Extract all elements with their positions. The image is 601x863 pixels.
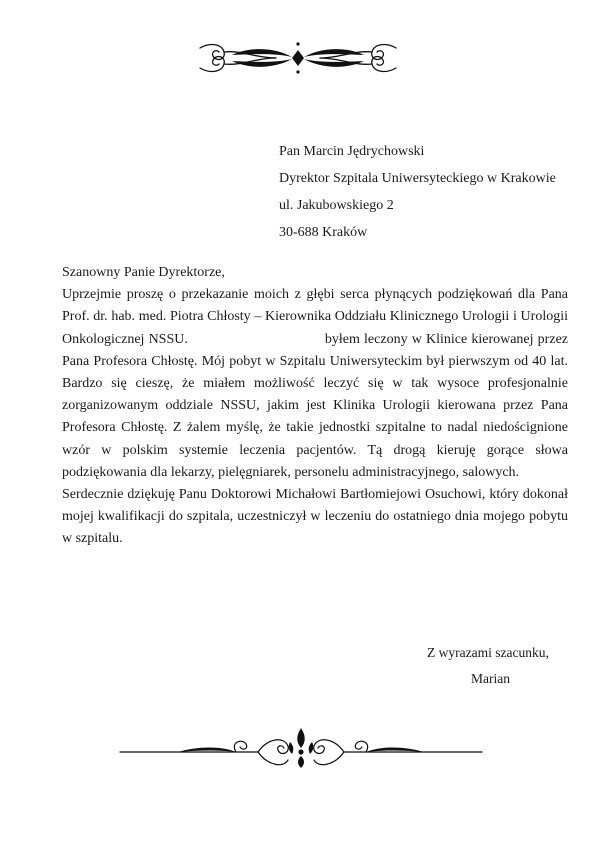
bottom-flourish-ornament-icon xyxy=(118,724,484,772)
recipient-name: Pan Marcin Jędrychowski xyxy=(279,144,425,159)
letter-paragraph-1: Uprzejmie proszę o przekazanie moich z głębi serca płynących podziękowań dla Pana Prof. dr. hab. med. Piotra Chłosty – Kierownika Oddziału Klinicznego Urologii i Urologii Onkologicznej NSSU. byłem leczony w Klinice kierowanej przez Pana Profesora Chłostę. Mój pobyt w Szpitalu Uniwersyteckim był pierwszym od 40 lat. Bardzo się cieszę, że miałem możliwość leczyć się w tak wysoce profesjonalnie zorganizowanym oddziale NSSU, jakim jest Klinika Urologii kierowana przez Pana Profesora Chłostę. Z żalem myślę, że takie jednostki szpitalne to nadal niedoścignione wzór w polskim systemie leczenia pacjentów. Tą drogą kieruję gorące słowa podziękowania dla lekarzy, pielęgniarek, personelu administracyjnego, salowych. xyxy=(62,287,572,480)
letter-paragraph-2: Serdecznie dziękuję Panu Doktorowi Michałowi Bartłomiejowi Osuchowi, który dokonał mojej kwalifikacji do szpitala, uczestniczył w leczeniu do ostatniego dnia mojego pobytu w szpitalu. xyxy=(62,487,568,547)
recipient-title: Dyrektor Szpitala Uniwersyteckiego w Krakowie xyxy=(279,171,556,186)
recipient-street: ul. Jakubowskiego 2 xyxy=(279,198,394,213)
recipient-city: 30-688 Kraków xyxy=(279,225,368,240)
top-flourish-ornament-icon xyxy=(196,38,400,78)
recipient-address-block xyxy=(279,138,556,246)
salutation: Szanowny Panie Dyrektorze, xyxy=(62,265,225,280)
letter-signoff xyxy=(427,640,549,692)
signature-name: Marian xyxy=(471,671,510,686)
letter-body xyxy=(62,262,572,551)
closing-phrase: Z wyrazami szacunku, xyxy=(427,645,549,660)
